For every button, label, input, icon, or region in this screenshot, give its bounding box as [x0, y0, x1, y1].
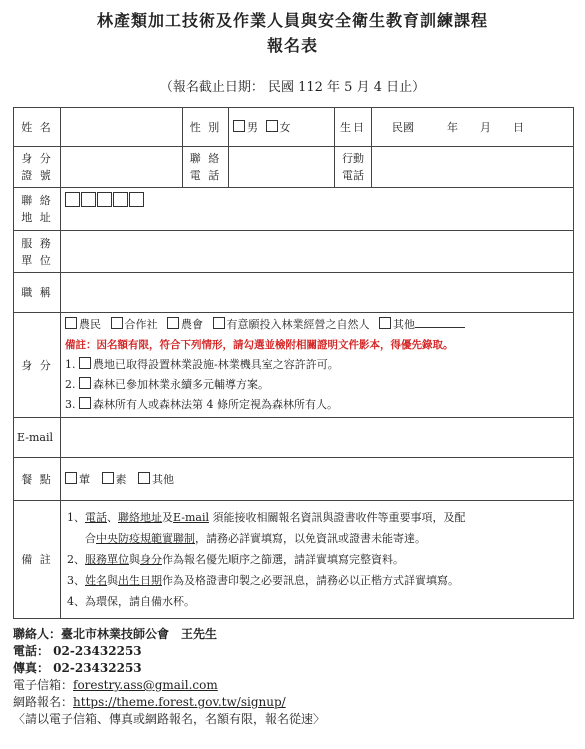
postcode-box[interactable] — [81, 192, 96, 207]
meal-field — [61, 458, 574, 501]
female-checkbox[interactable] — [266, 120, 278, 132]
other-identity-checkbox[interactable] — [379, 317, 391, 329]
forest-program-label: 森林已參加林業永續多元輔導方案。 — [93, 378, 269, 391]
farmland-permit-label: 農地已取得設置林業設施-林業機具室之容許許可。 — [93, 358, 339, 371]
remarks-label: 備 註 — [14, 501, 61, 619]
gender-label: 性 別 — [183, 108, 229, 147]
other-meal-label: 其他 — [152, 473, 174, 486]
remark-text: ，請務必詳實填寫，以免資訊或證書未能寄達。 — [195, 532, 426, 545]
priority-note: 備註：因名額有限，符合下列情形，請勾選並檢附相關證明文件影本，得優先錄取。 — [65, 339, 454, 351]
item-number: 1. — [65, 358, 76, 371]
form-title: 林產類加工技術及作業人員與安全衛生教育訓練課程 — [96, 11, 488, 30]
farmland-permit-checkbox[interactable] — [79, 357, 91, 369]
remark-text: 與 — [107, 574, 118, 587]
email-label-footer: 電子信箱： — [13, 678, 74, 692]
natural-person-label: 有意願投入林業經營之自然人 — [226, 318, 370, 331]
identity-label: 身 分 — [14, 313, 61, 418]
web-signup-label: 網路報名： — [13, 695, 74, 709]
name-field[interactable] — [61, 108, 183, 147]
cooperative-checkbox[interactable] — [111, 317, 123, 329]
remark-text: 須能接收相關報名資訊與證書收件等重要事項，及配 — [208, 511, 466, 524]
farmers-association-checkbox[interactable] — [167, 317, 179, 329]
service-unit-label: 服 務 單 位 — [14, 231, 61, 273]
dob-label: 生日 — [335, 108, 372, 147]
other-meal-checkbox[interactable] — [138, 472, 150, 484]
web-signup-link[interactable]: https://theme.forest.gov.tw/signup/ — [73, 695, 286, 709]
remark-text: 合 — [85, 532, 96, 545]
identity-field — [61, 313, 574, 418]
postcode-box[interactable] — [129, 192, 144, 207]
contact-tel: 電話： 02-23432253 — [13, 644, 142, 658]
cooperative-label: 合作社 — [124, 318, 158, 331]
male-label: 男 — [247, 121, 258, 134]
vegetarian-meal-label: 素 — [115, 473, 127, 486]
vegetarian-meal-checkbox[interactable] — [102, 472, 114, 484]
remark-line-4: 4、為環保，請自備水杯。 — [67, 595, 195, 608]
id-number-field[interactable] — [61, 147, 183, 188]
phone-field[interactable] — [229, 147, 335, 188]
gender-field — [229, 108, 335, 147]
female-label: 女 — [279, 121, 291, 134]
contact-fax: 傳真： 02-23432253 — [13, 661, 142, 675]
remark-identity: 身分 — [140, 553, 162, 566]
other-identity-label: 其他 — [393, 318, 415, 331]
remark-num: 1、 — [67, 511, 85, 524]
farmer-label: 農民 — [79, 318, 101, 331]
dob-field[interactable]: 民國 年 月 日 — [372, 108, 574, 147]
remark-service-unit: 服務單位 — [85, 553, 129, 566]
remark-num: 2、 — [67, 553, 85, 566]
meat-meal-label: 葷 — [79, 473, 90, 486]
contact-footer — [13, 626, 325, 728]
farmer-checkbox[interactable] — [65, 317, 77, 329]
remark-address: 聯絡地址 — [118, 511, 162, 524]
address-label: 聯 絡 地 址 — [14, 188, 61, 231]
deadline-text: （報名截止日期： 民國 112 年 5 月 4 日止） — [159, 80, 426, 95]
registration-form — [13, 107, 574, 619]
remark-name: 姓名 — [85, 574, 107, 587]
remark-text: 作為報名優先順序之篩選，請詳實填寫完整資料。 — [162, 553, 404, 566]
signup-note: 〈請以電子信箱、傳真或網路報名，名額有限，報名從速〉 — [13, 712, 326, 726]
postcode-box[interactable] — [97, 192, 112, 207]
email-label: E-mail — [14, 418, 61, 458]
forest-owner-checkbox[interactable] — [79, 397, 91, 409]
remark-dob: 出生日期 — [118, 574, 162, 587]
male-checkbox[interactable] — [233, 120, 245, 132]
remark-phone: 電話 — [85, 511, 107, 524]
mobile-label: 行動 電話 — [335, 147, 372, 188]
other-identity-blank[interactable] — [415, 327, 465, 328]
id-number-label: 身 分 證 號 — [14, 147, 61, 188]
name-label: 姓 名 — [14, 108, 61, 147]
job-title-field[interactable] — [61, 273, 574, 313]
forest-owner-label: 森林所有人或森林法第 4 條所定視為森林所有人。 — [93, 398, 338, 411]
mobile-field[interactable] — [372, 147, 574, 188]
postcode-box[interactable] — [65, 192, 80, 207]
remark-contact-tracing: 中央防疫規範實聯制 — [96, 532, 195, 545]
job-title-label: 職 稱 — [14, 273, 61, 313]
remark-text: 作為及格證書印製之必要訊息，請務必以正楷方式詳實填寫。 — [162, 574, 459, 587]
farmers-association-label: 農會 — [181, 318, 203, 331]
contact-person: 聯絡人：臺北市林業技師公會 王先生 — [13, 627, 218, 641]
phone-label: 聯 絡 電 話 — [183, 147, 229, 188]
remark-text: 、 — [107, 511, 118, 524]
meat-meal-checkbox[interactable] — [65, 472, 77, 484]
service-unit-field[interactable] — [61, 231, 574, 273]
meal-label: 餐 點 — [14, 458, 61, 501]
forest-program-checkbox[interactable] — [79, 377, 91, 389]
item-number: 2. — [65, 378, 76, 391]
email-field[interactable] — [61, 418, 574, 458]
remark-text: 與 — [129, 553, 140, 566]
postcode-box[interactable] — [113, 192, 128, 207]
remark-email: E-mail — [173, 511, 209, 524]
email-link[interactable]: forestry.ass@gmail.com — [73, 678, 218, 692]
item-number: 3. — [65, 398, 76, 411]
natural-person-checkbox[interactable] — [213, 317, 225, 329]
remarks-content — [61, 501, 574, 619]
address-field[interactable] — [61, 188, 574, 231]
remark-text: 及 — [162, 511, 173, 524]
form-subtitle: 報名表 — [266, 36, 318, 55]
remark-num: 3、 — [67, 574, 85, 587]
